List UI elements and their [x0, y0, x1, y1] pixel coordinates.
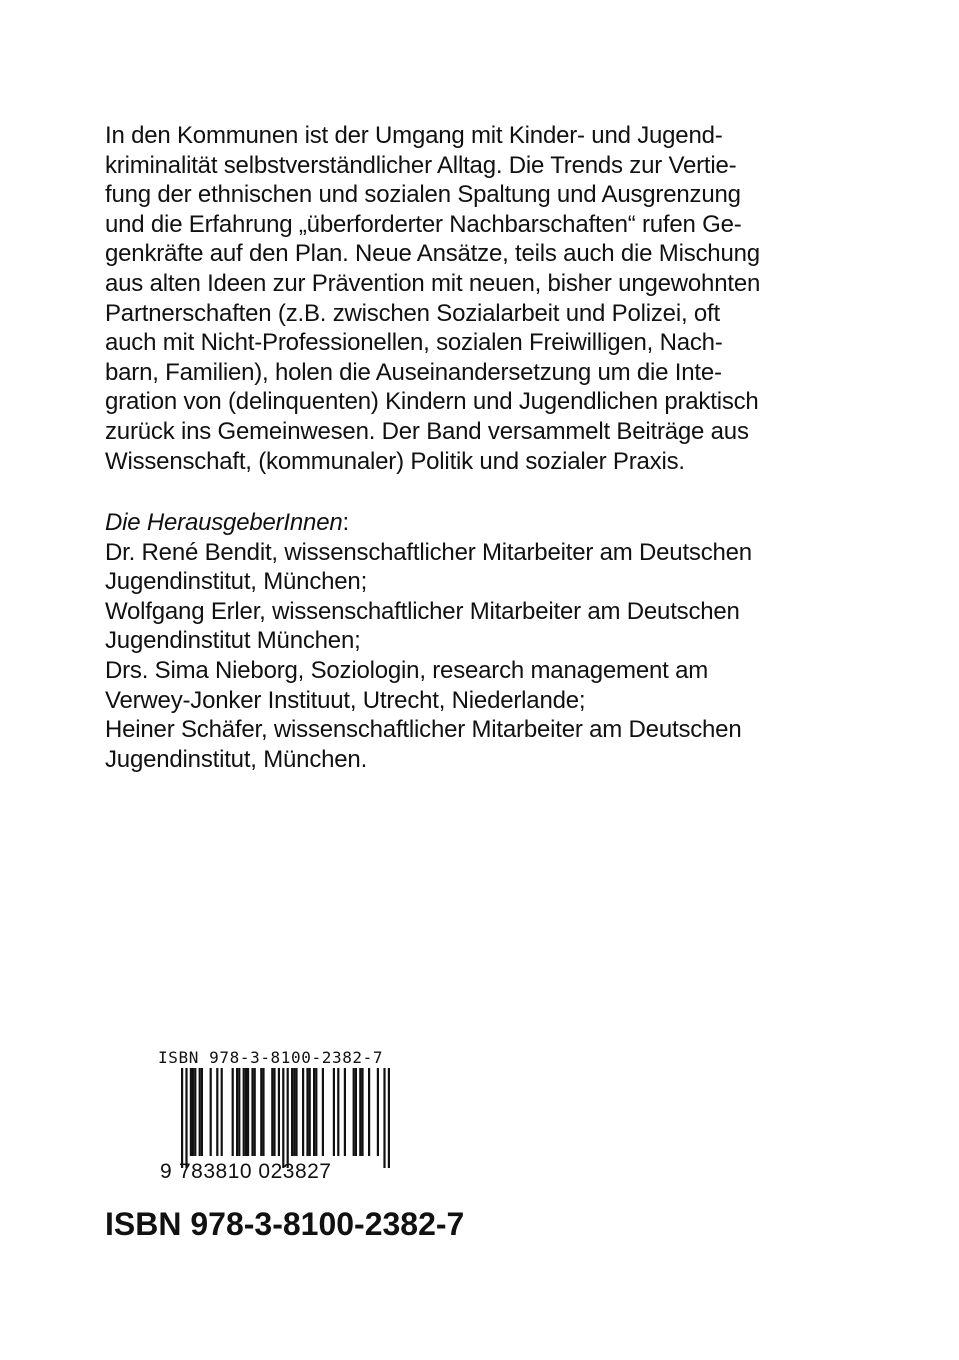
barcode-digit-lead: 9 — [160, 1160, 172, 1183]
editor-line: Verwey-Jonker Instituut, Utrecht, Niederlande; — [105, 686, 586, 714]
isbn-footer: ISBN 978-3-8100-2382-7 — [105, 1206, 465, 1242]
blurb-line: gration von (delinquenten) Kindern und Jugendlichen praktisch — [105, 388, 759, 416]
editor-line: Jugendinstitut, München; — [105, 568, 368, 596]
barcode-bar — [232, 1068, 234, 1156]
blurb-line: und die Erfahrung „überforderter Nachbarschaften“ rufen Ge- — [105, 210, 742, 238]
barcode-bar — [368, 1068, 370, 1156]
blurb-line: genkräfte auf den Plan. Neue Ansätze, teils auch die Mischung — [105, 240, 760, 268]
barcode-guard-bar — [185, 1068, 187, 1168]
editors-heading-text: Die HerausgeberInnen — [105, 509, 343, 536]
barcode-bar — [355, 1068, 357, 1156]
barcode-bar — [247, 1068, 249, 1156]
barcode-guard-bar — [282, 1068, 284, 1168]
barcode-bar — [271, 1068, 273, 1156]
editors-heading-colon: : — [342, 509, 349, 536]
barcode-bar — [243, 1068, 245, 1156]
barcode-bar — [295, 1068, 297, 1156]
editors-section — [105, 508, 875, 774]
barcode-digits-rest: 783810 023827 — [179, 1160, 332, 1183]
barcode-guard-bar — [388, 1068, 390, 1168]
barcode-bar — [309, 1068, 311, 1156]
barcode-bar — [190, 1068, 192, 1156]
barcode-bar — [353, 1068, 355, 1156]
barcode — [155, 1048, 415, 1193]
editor-line: Jugendinstitut, München. — [105, 745, 368, 773]
barcode-bar — [337, 1068, 339, 1156]
barcode-guard-bar — [287, 1068, 289, 1168]
blurb-line: kriminalität selbstverständlicher Alltag. Die Trends zur Vertie- — [105, 151, 737, 179]
editor-line: Dr. René Bendit, wissenschaftlicher Mitarbeiter am Deutschen — [105, 538, 752, 566]
editors-heading — [105, 508, 875, 538]
barcode-bar — [194, 1068, 196, 1156]
blurb-line: auch mit Nicht-Professionellen, sozialen Freiwilligen, Nach- — [105, 329, 723, 357]
barcode-bar — [210, 1068, 212, 1156]
barcode-bar — [254, 1068, 256, 1156]
barcode-bar — [293, 1068, 295, 1156]
barcode-bar — [245, 1068, 247, 1156]
blurb-line: barn, Familien), holen die Auseinandersetzung um die Inte- — [105, 358, 722, 386]
blurb-line: aus alten Ideen zur Prävention mit neuen, bisher ungewohnten — [105, 269, 761, 297]
barcode-guard-bar — [383, 1068, 385, 1168]
barcode-bar — [216, 1068, 218, 1156]
editor-line: Heiner Schäfer, wissenschaftlicher Mitarbeiter am Deutschen — [105, 716, 742, 744]
barcode-bar — [313, 1068, 315, 1156]
blurb-line: fung der ethnischen und sozialen Spaltung und Ausgrenzung — [105, 181, 741, 209]
barcode-bar — [238, 1068, 240, 1156]
barcode-bar — [251, 1068, 253, 1156]
barcode-bar — [221, 1068, 223, 1156]
barcode-bar — [361, 1068, 363, 1156]
barcode-bar — [260, 1068, 262, 1156]
barcode-bar — [344, 1068, 346, 1156]
blurb-line: Wissenschaft, (kommunaler) Politik und sozialer Praxis. — [105, 447, 685, 475]
editor-line: Jugendinstitut München; — [105, 627, 361, 655]
editor-line: Drs. Sima Nieborg, Soziologin, research management am — [105, 656, 709, 684]
barcode-bar — [377, 1068, 379, 1156]
barcode-bar — [201, 1068, 203, 1156]
barcode-bar — [199, 1068, 201, 1156]
barcode-bar — [262, 1068, 264, 1156]
barcode-bar — [278, 1068, 280, 1156]
blurb-line: Partnerschaften (z.B. zwischen Sozialarbeit und Polizei, oft — [105, 299, 720, 327]
barcode-isbn-label: ISBN 978-3-8100-2382-7 — [158, 1048, 384, 1067]
blurb-line: zurück ins Gemeinwesen. Der Band versammelt Beiträge aus — [105, 417, 749, 445]
barcode-bar — [192, 1068, 194, 1156]
barcode-bar — [302, 1068, 304, 1156]
barcode-bar — [236, 1068, 238, 1156]
barcode-bar — [273, 1068, 275, 1156]
editor-line: Wolfgang Erler, wissenschaftlicher Mitarbeiter am Deutschen — [105, 597, 740, 625]
barcode-bar — [291, 1068, 293, 1156]
barcode-bar — [333, 1068, 335, 1156]
barcode-guard-bar — [181, 1068, 183, 1168]
barcode-bar — [315, 1068, 317, 1156]
barcode-bar — [322, 1068, 324, 1156]
barcode-bar — [306, 1068, 308, 1156]
barcode-bar — [359, 1068, 361, 1156]
blurb-line: In den Kommunen ist der Umgang mit Kinder- und Jugend- — [105, 122, 723, 149]
blurb-text — [105, 121, 875, 476]
